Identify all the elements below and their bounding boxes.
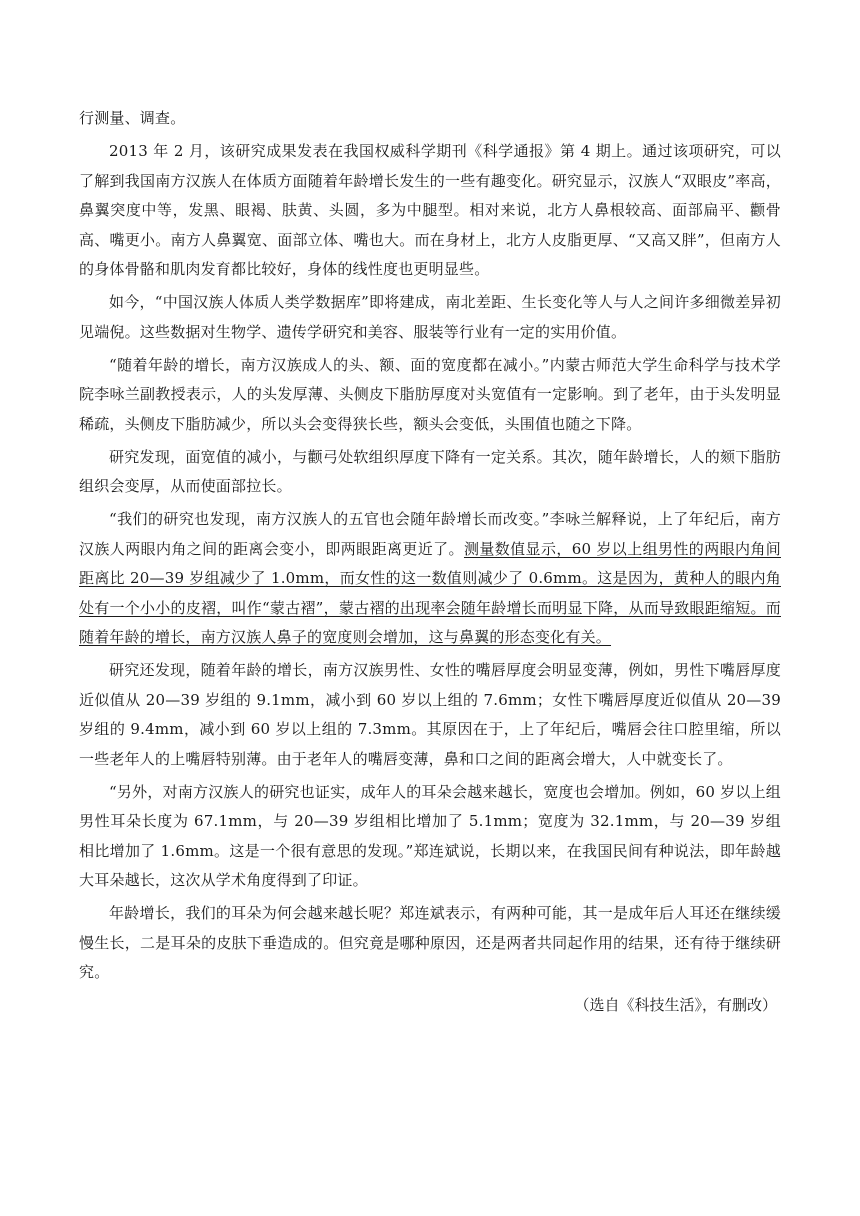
paragraph-database: 如今，“中国汉族人体质人类学数据库”即将建成，南北差距、生长变化等人与人之间许多细微差异初见端倪。这些数据对生物学、遗传学研究和美容、服装等行业有一定的实用价值。 (79, 293, 781, 341)
paragraph-ear-reason: 年龄增长，我们的耳朵为何会越来越长呢？郑连斌表示，有两种可能，其一是成年后人耳还在继续缓慢生长，二是耳朵的皮肤下垂造成的。但究竟是哪种原因，还是两者共同起作用的结果，还有待于继续研究。 (79, 904, 781, 981)
paragraph-publication: 2013 年 2 月，该研究成果发表在我国权威科学期刊《科学通报》第 4 期上。通过该项研究，可以了解到我国南方汉族人在体质方面随着年龄增长发生的一些有趣变化。研究显示，汉族人“双眼皮”率高，鼻翼突度中等，发黑、眼褐、肤黄、头圆，多为中腿型。相对来说，北方人鼻根较高、面部扁平、颧骨高、嘴更小。南方人鼻翼宽、面部立体、嘴也大。而在身材上，北方人皮脂更厚、“又高又胖”，但南方人的身体骨骼和肌肉发育都比较好，身体的线性度也更明显些。 (79, 142, 781, 278)
underlined-passage: 测量数值显示，60 岁以上组男性的两眼内角间距离比 20—39 岁组减少了 1.0mm，而女性的这一数值则减少了 0.6mm。这是因为，黄种人的眼内角处有一个小小的皮褶，叫作“蒙古褶”，蒙古褶的出现率会随年龄增长而明显下降，从而导致眼距缩短。而随着年龄的增长，南方汉族人鼻子的宽度则会增加，这与鼻翼的形态变化有关。 (79, 539, 781, 646)
paragraph-face-width: 研究发现，面宽值的减小，与颧弓处软组织厚度下降有一定关系。其次，随年龄增长，人的颏下脂肪组织会变厚，从而使面部拉长。 (79, 447, 781, 495)
paragraph-continuation: 行测量、调查。 (79, 109, 186, 127)
paragraph-head-width: “随着年龄的增长，南方汉族成人的头、额、面的宽度都在减小。”内蒙古师范大学生命科学与技术学院李咏兰副教授表示，人的头发厚薄、头侧皮下脂肪厚度对头宽值有一定影响。到了老年，由于头发明显稀疏，头侧皮下脂肪减少，所以头会变得狭长些，额头会变低，头围值也随之下降。 (79, 355, 781, 433)
article-body (79, 104, 781, 1021)
paragraph-lip-thickness: 研究还发现，随着年龄的增长，南方汉族男性、女性的嘴唇厚度会明显变薄，例如，男性下嘴唇厚度近似值从 20—39 岁组的 9.1mm，减小到 60 岁以上组的 7.6mm；女性下嘴唇厚度近似值从 20—39 岁组的 9.4mm，减小到 60 岁以上组的 7.3mm。其原因在于，上了年纪后，嘴唇会往口腔里缩，所以一些老年人的上嘴唇特别薄。由于老年人的嘴唇变薄，鼻和口之间的距离会增大，人中就变长了。 (79, 661, 781, 768)
source-citation: （选自《科技生活》，有删改） (574, 996, 777, 1014)
eye-distance-intro: “我们的研究也发现，南方汉族人的五官也会随年龄增长而改变。”李咏兰解释说，上了年纪后，南方汉族人两眼内角之间的距离会变小，即两眼距离更近了。 (79, 510, 781, 558)
paragraph-ear-length: “另外，对南方汉族人的研究也证实，成年人的耳朵会越来越长，宽度也会增加。例如，60 岁以上组男性耳朵长度为 67.1mm，与 20—39 岁组相比增加了 5.1mm；宽度为 32.1mm，与 20—39 岁组相比增加了 1.6mm。这是一个很有意思的发现。”郑连斌说，长期以来，在我国民间有种说法，即年龄越大耳朵越长，这次从学术角度得到了印证。 (79, 782, 781, 889)
paragraph-eye-distance (79, 505, 781, 653)
